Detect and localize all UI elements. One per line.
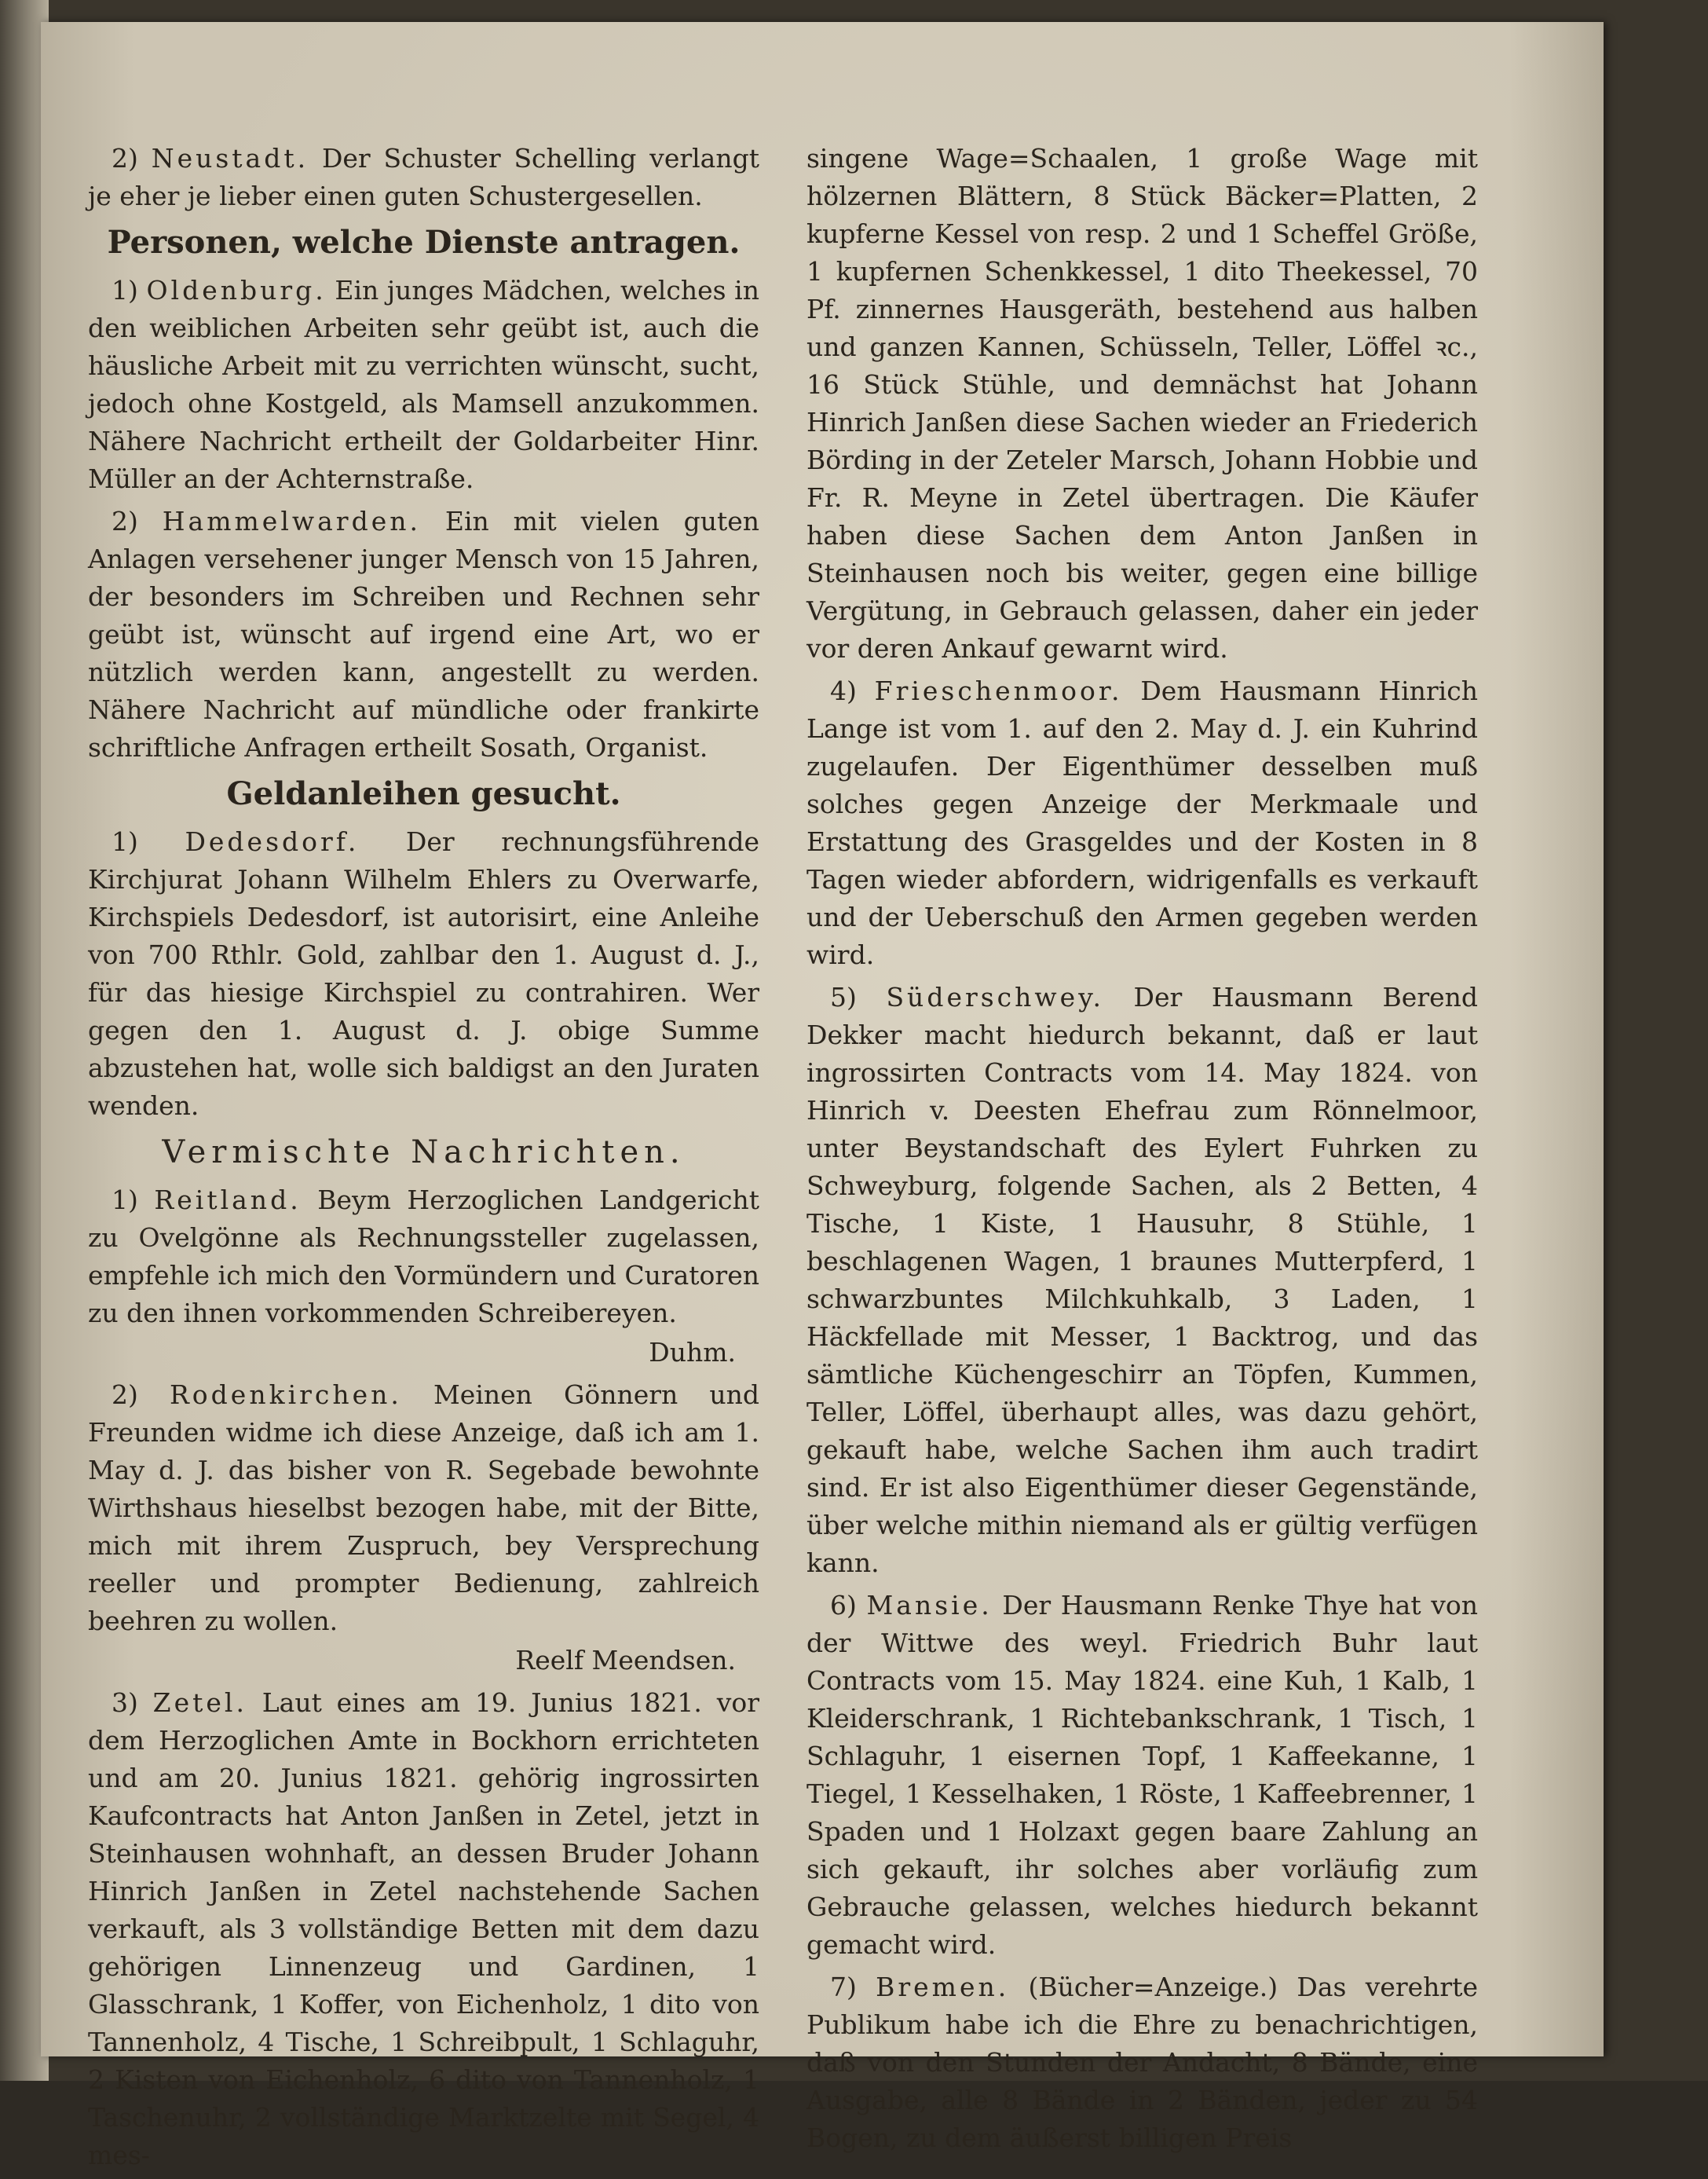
right-column xyxy=(806,140,1478,2162)
notice-place: Bremen. xyxy=(876,1972,1010,2002)
notice-item xyxy=(88,272,759,498)
notice-item xyxy=(806,979,1478,1582)
notice-text: Der rechnungsführende Kirchjurat Johann Wilhelm Ehlers zu Overwarfe, Kirchspiels Dedesdorf, ist autorisirt, eine Anleihe von 700 Rthlr. Gold, zahlbar den 1. August d. J., für das hiesige Kirchspiel zu contrahiren. Wer gegen den 1. August d. J. obige Summe abzustehen hat, wolle sich baldigst an den Juraten wenden. xyxy=(88,826,759,1121)
notice-text: Ein mit vielen guten Anlagen versehener junger Mensch von 15 Jahren, der besonders im Schreiben und Rechnen sehr geübt ist, wünscht auf irgend eine Art, wo er nützlich werden kann, angestellt zu werden. Nähere Nachricht auf mündliche oder frankirte schriftliche Anfragen ertheilt Sosath, Organist. xyxy=(88,506,759,763)
notice-place: Dedesdorf. xyxy=(185,826,360,857)
newspaper-page xyxy=(41,22,1604,2170)
section-heading: Vermischte Nachrichten. xyxy=(162,1134,686,1170)
notice-place: Süderschwey. xyxy=(886,982,1104,1013)
notice-place: Hammelwarden. xyxy=(162,506,421,537)
notice-item xyxy=(88,503,759,767)
notice-item xyxy=(88,1684,759,2174)
notice-place: Oldenburg. xyxy=(146,275,327,306)
notice-text: Meinen Gönnern und Freunden widme ich diese Anzeige, daß ich am 1. May d. J. das bisher von R. Segebade bewohnte Wirthshaus hieselbst bezogen habe, mit der Bitte, mich mit ihrem Zuspruch, bey Versprechung reeller und prompter Bedienung, zahlreich beehren zu wollen. xyxy=(88,1379,759,1636)
notice-item xyxy=(88,140,759,215)
notice-place: Zetel. xyxy=(152,1687,247,1718)
notice-signature: Duhm. xyxy=(649,1337,736,1368)
notice-place: Mansie. xyxy=(866,1590,993,1621)
notice-place: Rodenkirchen. xyxy=(169,1379,402,1410)
notice-item xyxy=(806,1587,1478,1964)
notice-item xyxy=(806,1968,1478,2157)
notice-text: Dem Hausmann Hinrich Lange ist vom 1. auf den 2. May d. J. ein Kuhrind zugelaufen. Der Eigenthümer desselben muß solches gegen Anzeige der Merkmaale und Erstattung des Grasgeldes und der Kosten in 8 Tagen wieder abfordern, widrigenfalls es verkauft und der Ueberschuß den Armen gegeben werden wird. xyxy=(806,676,1478,970)
notice-text: Der Schuster Schelling verlangt je eher je lieber einen guten Schustergesellen. xyxy=(88,143,759,211)
notice-number: 6) xyxy=(830,1590,857,1621)
notice-number: 1) xyxy=(112,1185,138,1215)
notice-place: Neustadt. xyxy=(151,143,309,174)
notice-text: (Bücher=Anzeige.) Das verehrte Publikum habe ich die Ehre zu benachrichtigen, daß von den Stunden der Andacht, 8 Bände, eine Ausgabe, alle 8 Bände in 2 Bänden, jeder zu 54 Bogen, zu dem äußerst billigen Preis xyxy=(806,1972,1478,2153)
notice-number: 3) xyxy=(112,1687,138,1718)
notice-signature: Reelf Meendsen. xyxy=(515,1645,736,1675)
notice-item xyxy=(88,1181,759,1332)
notice-text: singene Wage=Schaalen, 1 große Wage mit hölzernen Blättern, 8 Stück Bäcker=Platten, 2 kupferne Kessel von resp. 2 und 1 Scheffel Größe, 1 kupfernen Schenkkessel, 1 dito Theekessel, 70 Pf. zinnernes Hausgeräth, bestehend aus halben und ganzen Kannen, Schüsseln, Teller, Löffel ꝛc., 16 Stück Stühle, und demnächst hat Johann Hinrich Janßen diese Sachen wieder an Friederich Börding in der Zeteler Marsch, Johann Hobbie und Fr. R. Meyne in Zetel übertragen. Die Käufer haben diese Sachen dem Anton Janßen in Steinhausen noch bis weiter, gegen eine billige Vergütung, in Gebrauch gelassen, daher ein jeder vor deren Ankauf gewarnt wird. xyxy=(806,143,1478,664)
notice-item xyxy=(806,140,1478,668)
section-heading: Personen, welche Dienste antragen. xyxy=(107,224,741,261)
notice-item xyxy=(806,672,1478,974)
section-heading: Geldanleihen gesucht. xyxy=(226,775,621,812)
notice-number: 2) xyxy=(112,143,138,174)
notice-text: Der Hausmann Renke Thye hat von der Wittwe des weyl. Friedrich Buhr laut Contracts vom 15. May 1824. eine Kuh, 1 Kalb, 1 Kleiderschrank, 1 Richtebankschrank, 1 Tisch, 1 Schlaguhr, 1 eisernen Topf, 1 Kaffeekanne, 1 Tiegel, 1 Kesselhaken, 1 Röste, 1 Kaffeebrenner, 1 Spaden und 1 Holzaxt gegen baare Zahlung an sich gekauft, ihr solches aber vorläufig zum Gebrauche gelassen, welches hiedurch bekannt gemacht wird. xyxy=(806,1590,1478,1960)
notice-number: 7) xyxy=(830,1972,857,2002)
notice-number: 2) xyxy=(112,1379,138,1410)
notice-number: 2) xyxy=(112,506,138,537)
left-column xyxy=(88,140,759,2179)
notice-text: Laut eines am 19. Junius 1821. vor dem Herzoglichen Amte in Bockhorn errichteten und am 20. Junius 1821. gehörig ingrossirten Kaufcontracts hat Anton Janßen in Zetel, jetzt in Steinhausen wohnhaft, an dessen Bruder Johann Hinrich Janßen in Zetel nachstehende Sachen verkauft, als 3 vollständige Betten mit dem dazu gehörigen Linnenzeug und Gardinen, 1 Glasschrank, 1 Koffer, von Eichenholz, 1 dito von Tannenholz, 4 Tische, 1 Schreibpult, 1 Schlaguhr, 2 Kisten von Eichenholz, 6 dito von Tannenholz, 1 Taschenuhr, 2 vollständige Marktzelte mit Segel, 4 mes- xyxy=(88,1687,759,2170)
notice-number: 1) xyxy=(112,826,138,857)
notice-place: Friesch​enmoor. xyxy=(874,676,1123,706)
notice-place: Reitland. xyxy=(154,1185,302,1215)
notice-item xyxy=(88,1376,759,1640)
notice-item xyxy=(88,823,759,1125)
notice-number: 4) xyxy=(830,676,857,706)
notice-text: Der Hausmann Berend Dekker macht hiedurch bekannt, daß er laut ingrossirten Contracts vom 14. May 1824. von Hinrich v. Deesten Ehefrau zum Rönnelmoor, unter Beystandschaft des Eylert Fuhrken zu Schweyburg, folgende Sachen, als 2 Betten, 4 Tische, 1 Kiste, 1 Hausuhr, 8 Stühle, 1 beschlagenen Wagen, 1 braunes Mutterpferd, 1 schwarzbuntes Milchkuhkalb, 3 Laden, 1 Häckfellade mit Messer, 1 Backtrog, und das sämtliche Küchengeschirr an Töpfen, Kummen, Teller, Löffel, überhaupt alles, was dazu gehört, gekauft habe, welche Sachen ihm auch tradirt sind. Er ist also Eigenthümer dieser Gegenstände, über welche mithin niemand als er gültig verfügen kann. xyxy=(806,982,1478,1578)
notice-text: Beym Herzoglichen Landgericht zu Ovelgönne als Rechnungssteller zugelassen, empfehle ich mich den Vormündern und Curatoren zu den ihnen vorkommenden Schreibereyen. xyxy=(88,1185,759,1328)
notice-number: 5) xyxy=(830,982,857,1013)
notice-text: Ein junges Mädchen, welches in den weiblichen Arbeiten sehr geübt ist, auch die häusliche Arbeit mit zu verrichten wünscht, sucht, jedoch ohne Kostgeld, als Mamsell anzukommen. Nähere Nachricht ertheilt der Goldarbeiter Hinr. Müller an der Achternstraße. xyxy=(88,275,759,494)
notice-number: 1) xyxy=(112,275,138,306)
